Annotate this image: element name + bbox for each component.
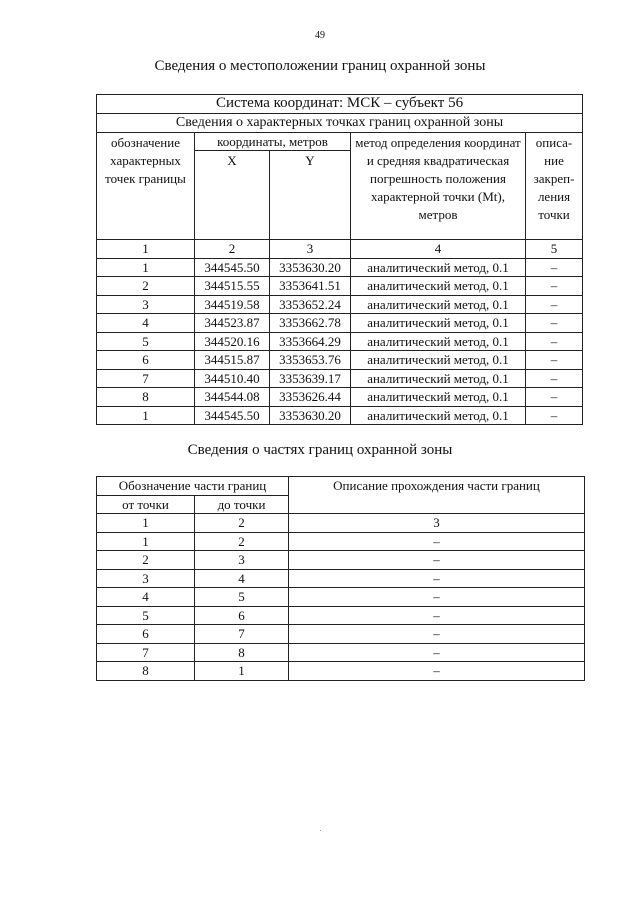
point-number: 3 (97, 295, 195, 314)
desc-value: – (526, 295, 583, 314)
desc-value: – (526, 369, 583, 388)
subtitle-row (97, 114, 583, 133)
to-point: 2 (195, 532, 289, 551)
method-value: аналитический метод, 0.1 (351, 406, 526, 425)
x-value: 344520.16 (195, 332, 270, 351)
boundary-points-table (96, 94, 583, 425)
coordinates-header: координаты, метров (195, 132, 351, 151)
x-header: X (195, 151, 270, 240)
table-row (97, 662, 585, 681)
y-value: 3353630.20 (270, 406, 351, 425)
header-row (97, 132, 583, 151)
header-row (97, 477, 585, 496)
x-value: 344545.50 (195, 258, 270, 277)
column-numbers-row (97, 514, 585, 533)
point-number: 8 (97, 388, 195, 407)
col-number: 3 (289, 514, 585, 533)
y-header: Y (270, 151, 351, 240)
y-value: 3353639.17 (270, 369, 351, 388)
coordinate-system: Система координат: МСК – субъект 56 (97, 95, 583, 114)
from-point: 1 (97, 532, 195, 551)
y-value: 3353630.20 (270, 258, 351, 277)
method-value: аналитический метод, 0.1 (351, 332, 526, 351)
from-point: 7 (97, 643, 195, 662)
x-value: 344523.87 (195, 314, 270, 333)
y-value: 3353662.78 (270, 314, 351, 333)
from-point: 3 (97, 569, 195, 588)
x-value: 344515.55 (195, 277, 270, 296)
passage-description: – (289, 643, 585, 662)
col-number: 4 (351, 240, 526, 259)
column-numbers-row (97, 240, 583, 259)
table-row (97, 314, 583, 333)
point-number: 7 (97, 369, 195, 388)
passage-description-header: Описание прохождения части границ (289, 477, 585, 514)
table-row (97, 606, 585, 625)
boundary-parts-table (96, 476, 585, 681)
passage-description: – (289, 551, 585, 570)
y-value: 3353664.29 (270, 332, 351, 351)
point-number: 5 (97, 332, 195, 351)
desc-value: – (526, 388, 583, 407)
table-row (97, 643, 585, 662)
from-point: 6 (97, 625, 195, 644)
to-point: 6 (195, 606, 289, 625)
table-row (97, 369, 583, 388)
passage-description: – (289, 606, 585, 625)
x-value: 344519.58 (195, 295, 270, 314)
table-row (97, 258, 583, 277)
table-row (97, 551, 585, 570)
passage-description: – (289, 588, 585, 607)
designation-header: Обозначение части границ (97, 477, 289, 496)
page-number: 49 (315, 30, 325, 41)
col-number: 1 (97, 514, 195, 533)
from-point: 2 (97, 551, 195, 570)
table-row (97, 406, 583, 425)
table-row (97, 295, 583, 314)
col-number: 2 (195, 240, 270, 259)
passage-description: – (289, 662, 585, 681)
point-number: 1 (97, 406, 195, 425)
point-number: 6 (97, 351, 195, 370)
table-subtitle: Сведения о характерных точках границ охранной зоны (97, 114, 583, 133)
x-value: 344515.87 (195, 351, 270, 370)
method-value: аналитический метод, 0.1 (351, 369, 526, 388)
col-number: 1 (97, 240, 195, 259)
scan-speck (320, 830, 321, 831)
passage-description: – (289, 625, 585, 644)
table-row (97, 332, 583, 351)
x-value: 344510.40 (195, 369, 270, 388)
section-title-location: Сведения о местоположении границ охранной зоны (154, 58, 486, 74)
table-row (97, 569, 585, 588)
point-designation-header: обозначение характерных точек границы (97, 132, 195, 240)
to-point: 4 (195, 569, 289, 588)
x-value: 344545.50 (195, 406, 270, 425)
y-value: 3353652.24 (270, 295, 351, 314)
method-value: аналитический метод, 0.1 (351, 388, 526, 407)
from-point: 8 (97, 662, 195, 681)
col-number: 3 (270, 240, 351, 259)
fixing-description-header: описа-ние закреп-ления точки (526, 132, 583, 240)
point-number: 4 (97, 314, 195, 333)
table-row (97, 351, 583, 370)
desc-value: – (526, 406, 583, 425)
y-value: 3353653.76 (270, 351, 351, 370)
to-point-header: до точки (195, 495, 289, 514)
to-point: 3 (195, 551, 289, 570)
method-value: аналитический метод, 0.1 (351, 314, 526, 333)
col-number: 5 (526, 240, 583, 259)
from-point: 4 (97, 588, 195, 607)
desc-value: – (526, 332, 583, 351)
y-value: 3353641.51 (270, 277, 351, 296)
desc-value: – (526, 258, 583, 277)
table-row (97, 388, 583, 407)
method-value: аналитический метод, 0.1 (351, 277, 526, 296)
desc-value: – (526, 351, 583, 370)
point-number: 1 (97, 258, 195, 277)
table-row (97, 532, 585, 551)
col-number: 2 (195, 514, 289, 533)
method-value: аналитический метод, 0.1 (351, 295, 526, 314)
to-point: 8 (195, 643, 289, 662)
to-point: 7 (195, 625, 289, 644)
method-value: аналитический метод, 0.1 (351, 351, 526, 370)
table-row (97, 588, 585, 607)
desc-value: – (526, 314, 583, 333)
x-value: 344544.08 (195, 388, 270, 407)
passage-description: – (289, 569, 585, 588)
method-header: метод определения координат и средняя квадратическая погрешность положения характерной точки (Mt), метров (351, 132, 526, 240)
to-point: 5 (195, 588, 289, 607)
point-number: 2 (97, 277, 195, 296)
from-point: 5 (97, 606, 195, 625)
from-point-header: от точки (97, 495, 195, 514)
to-point: 1 (195, 662, 289, 681)
table-row (97, 625, 585, 644)
passage-description: – (289, 532, 585, 551)
method-value: аналитический метод, 0.1 (351, 258, 526, 277)
section-title-parts: Сведения о частях границ охранной зоны (187, 442, 453, 458)
table-row (97, 277, 583, 296)
coordinate-system-row (97, 95, 583, 114)
y-value: 3353626.44 (270, 388, 351, 407)
desc-value: – (526, 277, 583, 296)
